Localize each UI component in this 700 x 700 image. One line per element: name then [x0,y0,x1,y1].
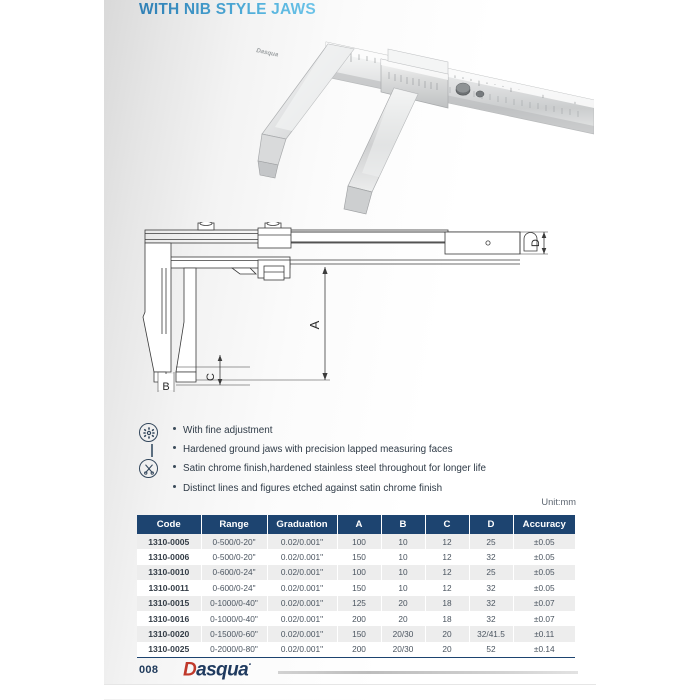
cell-d: 25 [469,534,513,549]
cell-range: 0-1500/0-60" [201,626,267,641]
table-row [137,534,575,549]
cell-a: 150 [337,626,381,641]
cell-graduation: 0.02/0.001" [267,611,337,626]
page-title: WITH NIB STYLE JAWS [139,1,316,18]
column-header-graduation: Graduation [267,515,337,534]
cell-range: 0-1000/0-40" [201,596,267,611]
logo-wordmark: asqua [196,659,249,681]
cell-graduation: 0.02/0.001" [267,626,337,641]
cell-b: 10 [381,580,425,595]
cell-a: 100 [337,565,381,580]
cell-accuracy: ±0.14 [513,642,575,658]
cell-range: 0-2000/0-80" [201,642,267,658]
cell-d: 52 [469,642,513,658]
cell-b: 10 [381,549,425,564]
column-header-a: A [337,515,381,534]
feature-item [173,440,573,459]
feature-text: With fine adjustment [183,425,273,436]
cell-c: 18 [425,611,469,626]
feature-item [173,459,573,478]
cell-b: 20 [381,596,425,611]
column-header-c: C [425,515,469,534]
cell-d: 32 [469,596,513,611]
brand-logo [183,659,251,681]
column-header-b: B [381,515,425,534]
cell-d: 32 [469,549,513,564]
cell-a: 150 [337,549,381,564]
table-row [137,580,575,595]
trademark-icon: · [248,659,252,671]
table-row [137,642,575,658]
cell-c: 20 [425,642,469,658]
feature-text: Hardened ground jaws with precision lapped measuring faces [183,444,453,456]
cell-b: 20/30 [381,626,425,641]
cell-accuracy: ±0.05 [513,549,575,564]
table-header-row [137,515,575,534]
cell-code: 1310-0006 [137,549,201,564]
column-header-accuracy: Accuracy [513,515,575,534]
cell-c: 12 [425,534,469,549]
cell-accuracy: ±0.07 [513,596,575,611]
cell-d: 32 [469,611,513,626]
cell-b: 10 [381,534,425,549]
cell-a: 200 [337,642,381,658]
cell-accuracy: ±0.05 [513,580,575,595]
column-header-range: Range [201,515,267,534]
table-row [137,565,575,580]
cell-graduation: 0.02/0.001" [267,642,337,658]
cell-c: 12 [425,565,469,580]
cell-a: 100 [337,534,381,549]
table-row [137,549,575,564]
cell-graduation: 0.02/0.001" [267,580,337,595]
cell-graduation: 0.02/0.001" [267,565,337,580]
cell-d: 32 [469,580,513,595]
feature-item [173,479,573,498]
cell-range: 0-500/0-20" [201,549,267,564]
icon-connector-line [151,444,152,457]
cell-graduation: 0.02/0.001" [267,534,337,549]
dimension-label-b: B [162,381,170,393]
cell-c: 20 [425,626,469,641]
cell-d: 25 [469,565,513,580]
cell-code: 1310-0020 [137,626,201,641]
feature-item [173,421,573,440]
feature-text: Distinct lines and figures etched against satin chrome finish [183,482,443,494]
cell-b: 20 [381,611,425,626]
specification-table [137,515,575,658]
footer-band [104,684,596,699]
shears-icon [139,459,158,478]
cell-code: 1310-0025 [137,642,201,658]
dimension-label-a: A [307,320,322,330]
product-photo [176,22,594,217]
cell-b: 10 [381,565,425,580]
dimension-label-d: D [530,239,542,247]
cell-code: 1310-0005 [137,534,201,549]
bullet-icon [173,485,176,488]
cell-c: 18 [425,596,469,611]
table-row [137,611,575,626]
cell-b: 20/30 [381,642,425,658]
cell-code: 1310-0010 [137,565,201,580]
svg-text:Dasqua: Dasqua [255,47,279,59]
cell-a: 200 [337,611,381,626]
column-header-code: Code [137,515,201,534]
cell-range: 0-600/0-24" [201,565,267,580]
bullet-icon [173,465,176,468]
cell-code: 1310-0016 [137,611,201,626]
unit-label: Unit:mm [541,497,576,507]
cell-accuracy: ±0.05 [513,534,575,549]
cell-accuracy: ±0.11 [513,626,575,641]
feature-icon-column [139,423,165,478]
column-header-d: D [469,515,513,534]
dimension-label-c: C [205,373,217,381]
cell-graduation: 0.02/0.001" [267,596,337,611]
page-number: 008 [139,664,159,676]
technical-drawing [140,222,560,402]
bullet-icon [173,427,176,430]
cell-accuracy: ±0.05 [513,565,575,580]
feature-items [173,421,573,498]
feature-text: Satin chrome finish,hardened stainless steel throughout for longer life [183,463,487,475]
cell-a: 150 [337,580,381,595]
cell-code: 1310-0015 [137,596,201,611]
cell-code: 1310-0011 [137,580,201,595]
table-row [137,596,575,611]
cell-c: 12 [425,580,469,595]
cell-a: 125 [337,596,381,611]
gear-icon [139,423,158,442]
cell-range: 0-600/0-24" [201,580,267,595]
cell-range: 0-500/0-20" [201,534,267,549]
cell-c: 12 [425,549,469,564]
footer-divider [278,671,578,674]
cell-range: 0-1000/0-40" [201,611,267,626]
cell-graduation: 0.02/0.001" [267,549,337,564]
bullet-icon [173,446,176,449]
cell-d: 32/41.5 [469,626,513,641]
logo-initial: D [183,659,197,681]
cell-accuracy: ±0.07 [513,611,575,626]
table-row [137,626,575,641]
